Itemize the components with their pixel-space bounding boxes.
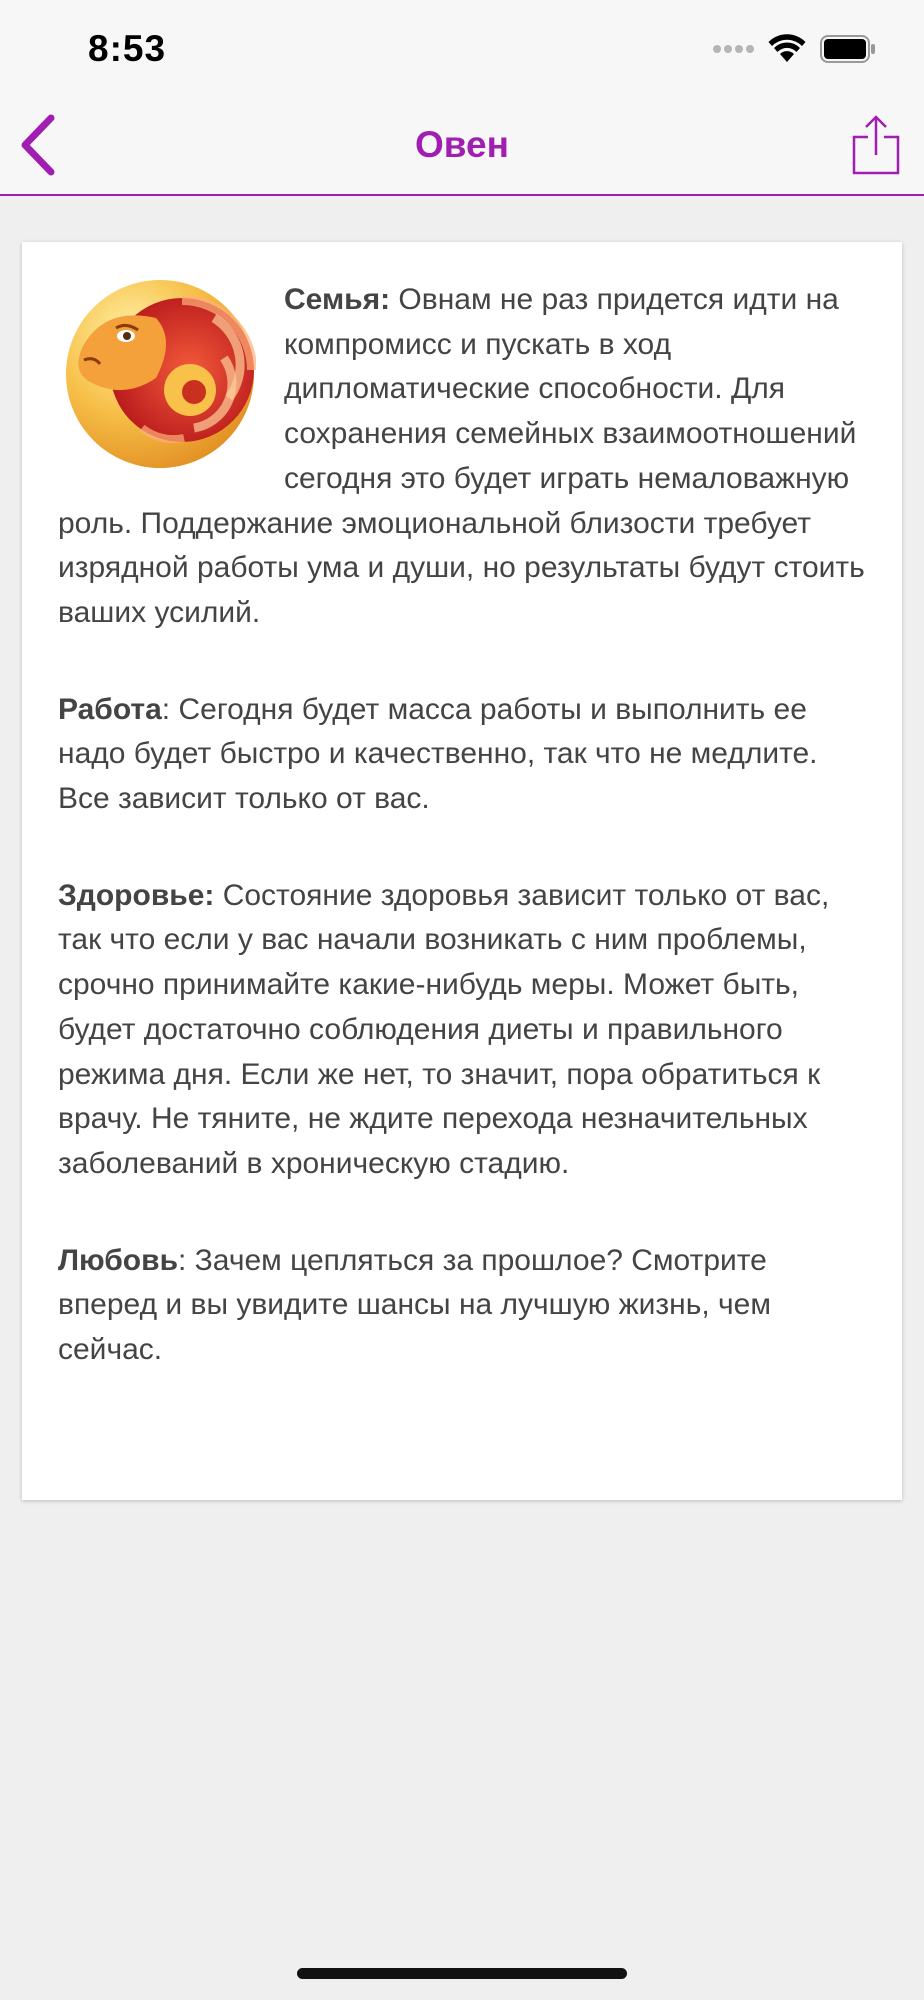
section-body: Состояние здоровья зависит только от вас, так что если у вас начали возникать с ним проблемы, срочно принимайте какие-нибудь меры. Может быть, будет достаточно соблюдения диеты и правильного режима дня. Если же нет, то значит, пора обратиться к врачу. Не тяните, не ждите перехода незначительных заболеваний в хроническую стадию. [58,878,830,1180]
wifi-icon [768,34,806,69]
share-icon [852,115,900,180]
battery-icon [820,35,876,68]
section-body: : Сегодня будет масса работы и выполнить ее надо будет быстро и качественно, так что не медлите. Все зависит только от вас. [58,692,818,816]
signal-dots-icon [712,42,754,60]
horoscope-card [22,242,902,1500]
home-indicator[interactable] [297,1968,627,1979]
page-title: Овен [415,124,509,165]
section-label: Здоровье: [58,878,215,912]
status-bar [0,0,924,100]
section-label: Семья: [284,283,391,316]
aries-ram-icon [64,278,256,470]
section-work [58,688,866,822]
section-love [58,1239,866,1373]
horoscope-text [58,278,866,1373]
status-icons [712,34,876,68]
status-time: 8:53 [88,28,167,69]
share-button[interactable] [848,112,904,182]
section-label: Работа [58,692,162,726]
navigation-bar [0,100,924,196]
section-health [58,874,866,1187]
section-label: Любовь [58,1243,179,1277]
section-body: : Зачем цепляться за прошлое? Смотрите вперед и вы увидите шансы на лучшую жизнь, чем сейчас. [58,1243,771,1367]
section-body: Овнам не раз придется идти на компромисс и пускать в ход дипломатические способности. Для сохранения семейных взаимоотношений сегодня это будет играть немаловажную роль. Поддержание эмоциональной близости требует изрядной работы ума и души, но результаты будут стоить ваших усилий. [58,283,865,629]
